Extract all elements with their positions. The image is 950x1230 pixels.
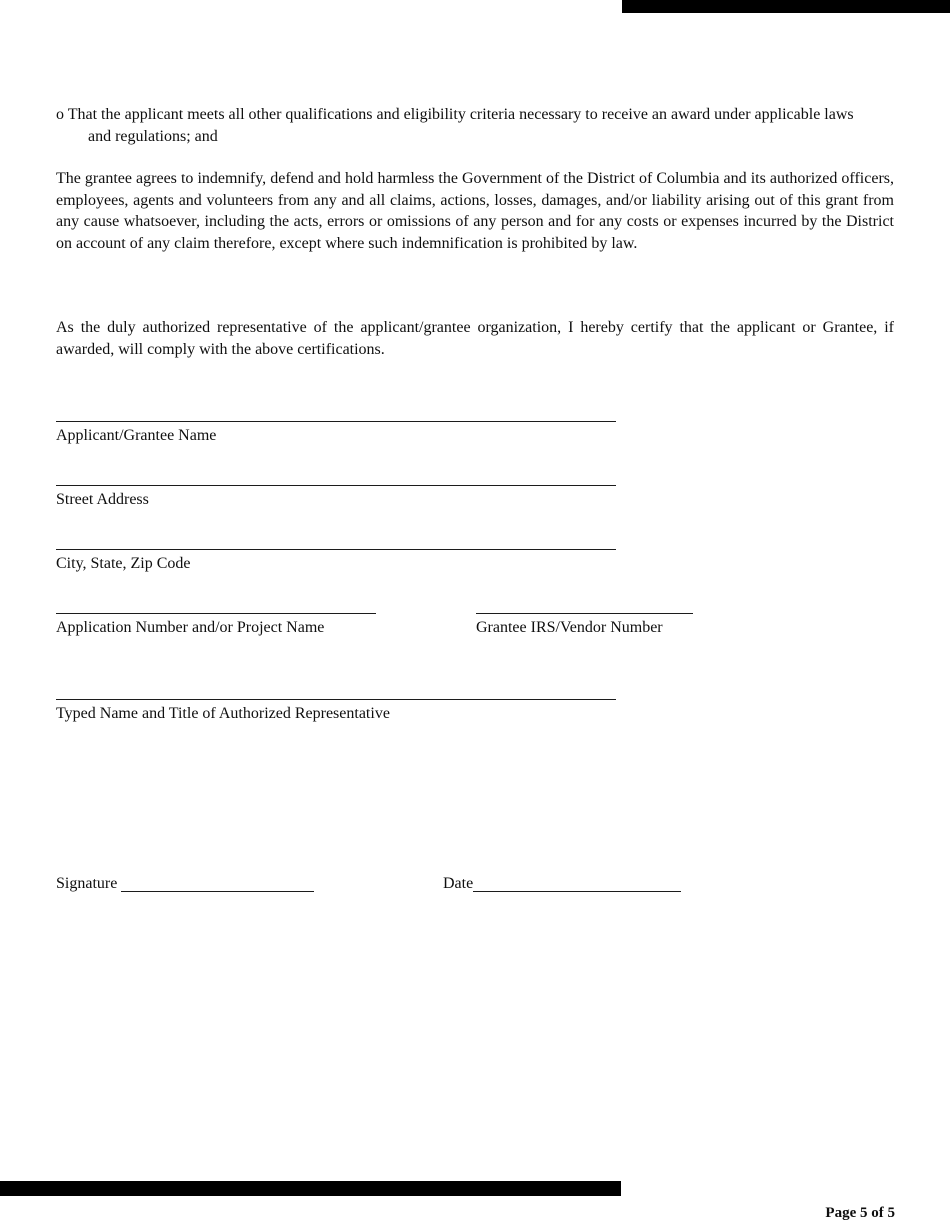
street-address-label: Street Address: [56, 491, 149, 508]
street-address-blank-line[interactable]: [56, 485, 616, 486]
signature-label: Signature: [56, 875, 118, 892]
application-number-label: Application Number and/or Project Name: [56, 619, 325, 636]
date-field: [443, 874, 681, 894]
grantee-irs-vendor-number-label: Grantee IRS/Vendor Number: [476, 619, 663, 636]
typed-name-title-label: Typed Name and Title of Authorized Representative: [56, 705, 390, 722]
date-blank-line[interactable]: [473, 875, 681, 892]
application-number-blank-line[interactable]: [56, 613, 376, 614]
page-number-indicator: Page 5 of 5: [825, 1205, 895, 1221]
applicant-grantee-name-blank-line[interactable]: [56, 421, 616, 422]
bullet-marker: o: [56, 106, 64, 123]
city-state-zip-blank-line[interactable]: [56, 549, 616, 550]
bullet-text: That the applicant meets all other qualifications and eligibility criteria necessary to receive an award under applicable laws and regulations; and: [67, 106, 854, 145]
bullet-item-qualifications: [56, 104, 866, 148]
date-label: Date: [443, 875, 474, 892]
paragraph-indemnification: The grantee agrees to indemnify, defend and hold harmless the Government of the District of Columbia and its authorized officers, employees, agents and volunteers from any and all claims, actions, losses, damages, and/or liability arising out of this grant from any cause whatsoever, including the acts, errors or omissions of any person and for any costs or expenses incurred by the District on account of any claim therefore, except where such indemnification is prohibited by law.: [56, 170, 894, 252]
typed-name-title-blank-line[interactable]: [56, 699, 616, 700]
grantee-irs-vendor-number-blank-line[interactable]: [476, 613, 693, 614]
signature-blank-line[interactable]: [121, 875, 314, 892]
city-state-zip-label: City, State, Zip Code: [56, 555, 191, 572]
paragraph-certification: As the duly authorized representative of the applicant/grantee organization, I hereby certify that the applicant or Grantee, if awarded, will comply with the above certifications.: [56, 319, 894, 358]
scan-artifact-bar-top: [622, 0, 950, 13]
signature-field: [56, 874, 314, 894]
applicant-grantee-name-label: Applicant/Grantee Name: [56, 427, 217, 444]
scan-artifact-bar-bottom: [0, 1181, 621, 1196]
